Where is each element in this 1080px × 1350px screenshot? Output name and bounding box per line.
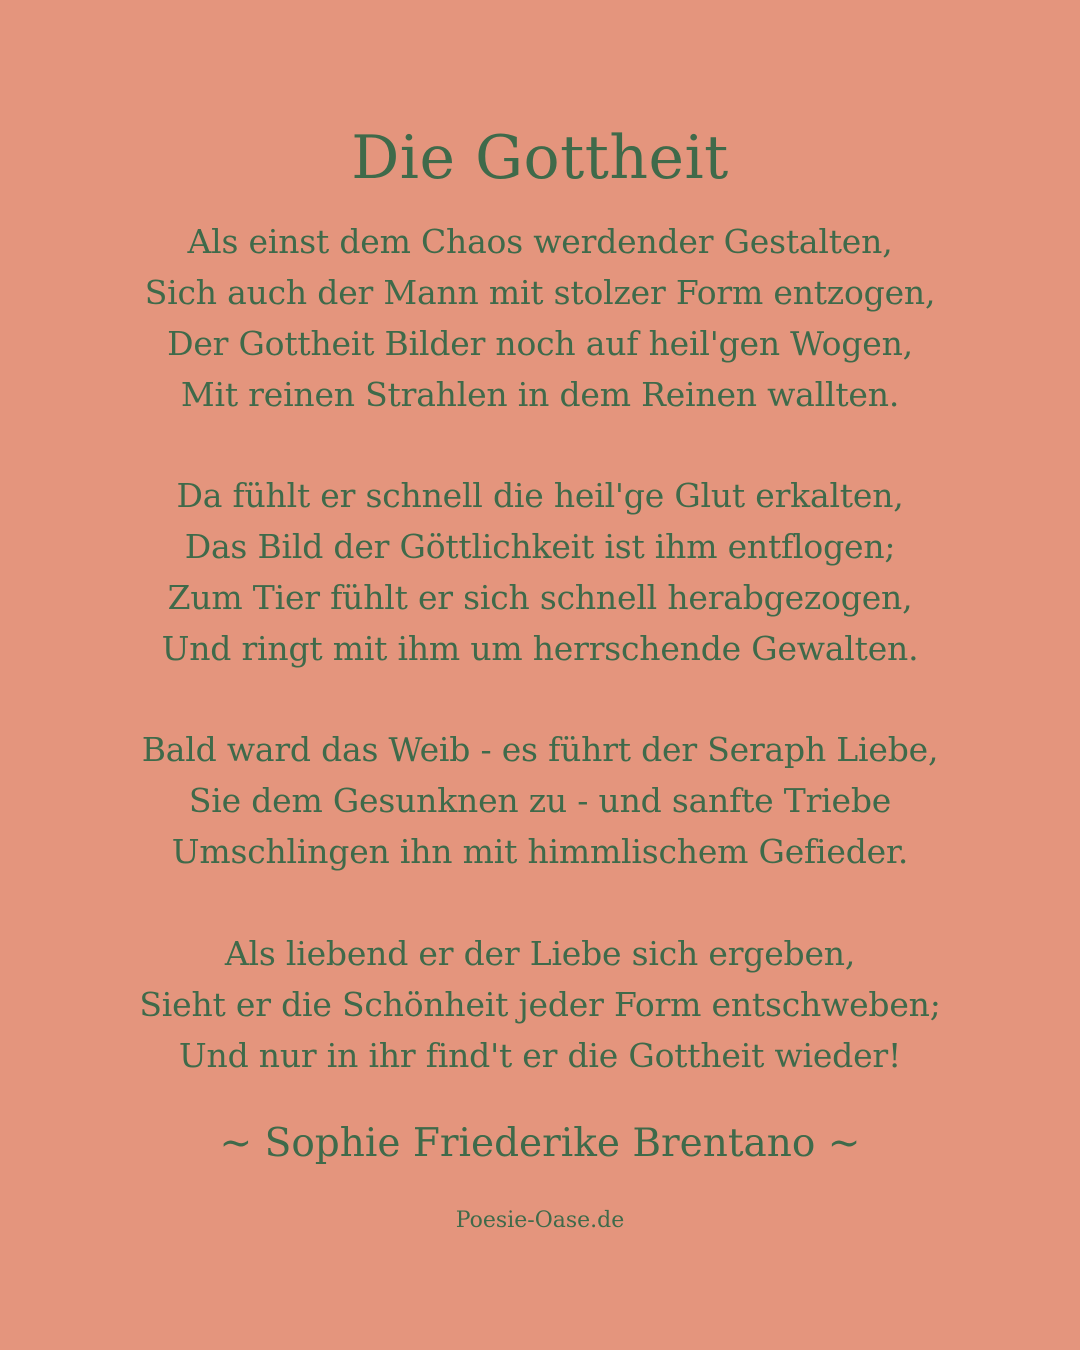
poem-line: Und ringt mit ihm um herrschende Gewalten. [161,629,919,668]
stanza-2 [40,470,1040,674]
poem-line: Sie dem Gesunknen zu - und sanfte Triebe [188,781,892,820]
poem-line: Der Gottheit Bilder noch auf heil'gen Wogen, [167,324,913,363]
poem-line: Und nur in ihr find't er die Gottheit wieder! [178,1036,902,1075]
poem-line: Zum Tier fühlt er sich schnell herabgezogen, [167,578,913,617]
poem-line: Da fühlt er schnell die heil'ge Glut erkalten, [176,476,904,515]
poem-line: Als liebend er der Liebe sich ergeben, [224,934,856,973]
poem-line: Mit reinen Strahlen in dem Reinen wallten. [180,375,900,414]
poem-line: Sieht er die Schönheit jeder Form entschweben; [139,985,941,1024]
poem-line: Sich auch der Mann mit stolzer Form entzogen, [144,273,936,312]
stanza-4 [40,928,1040,1081]
poem-line: Als einst dem Chaos werdender Gestalten, [187,222,893,261]
poem-title: Die Gottheit [351,123,729,193]
stanza-1 [40,216,1040,420]
poem-line: Bald ward das Weib - es führt der Seraph Liebe, [141,730,939,769]
site-credit: Poesie-Oase.de [455,1208,625,1233]
poem-author: ~ Sophie Friederike Brentano ~ [219,1121,861,1166]
poem-line: Umschlingen ihn mit himmlischem Gefieder. [171,832,909,871]
poem-line: Das Bild der Göttlichkeit ist ihm entflogen; [184,527,896,566]
stanza-3 [40,724,1040,877]
